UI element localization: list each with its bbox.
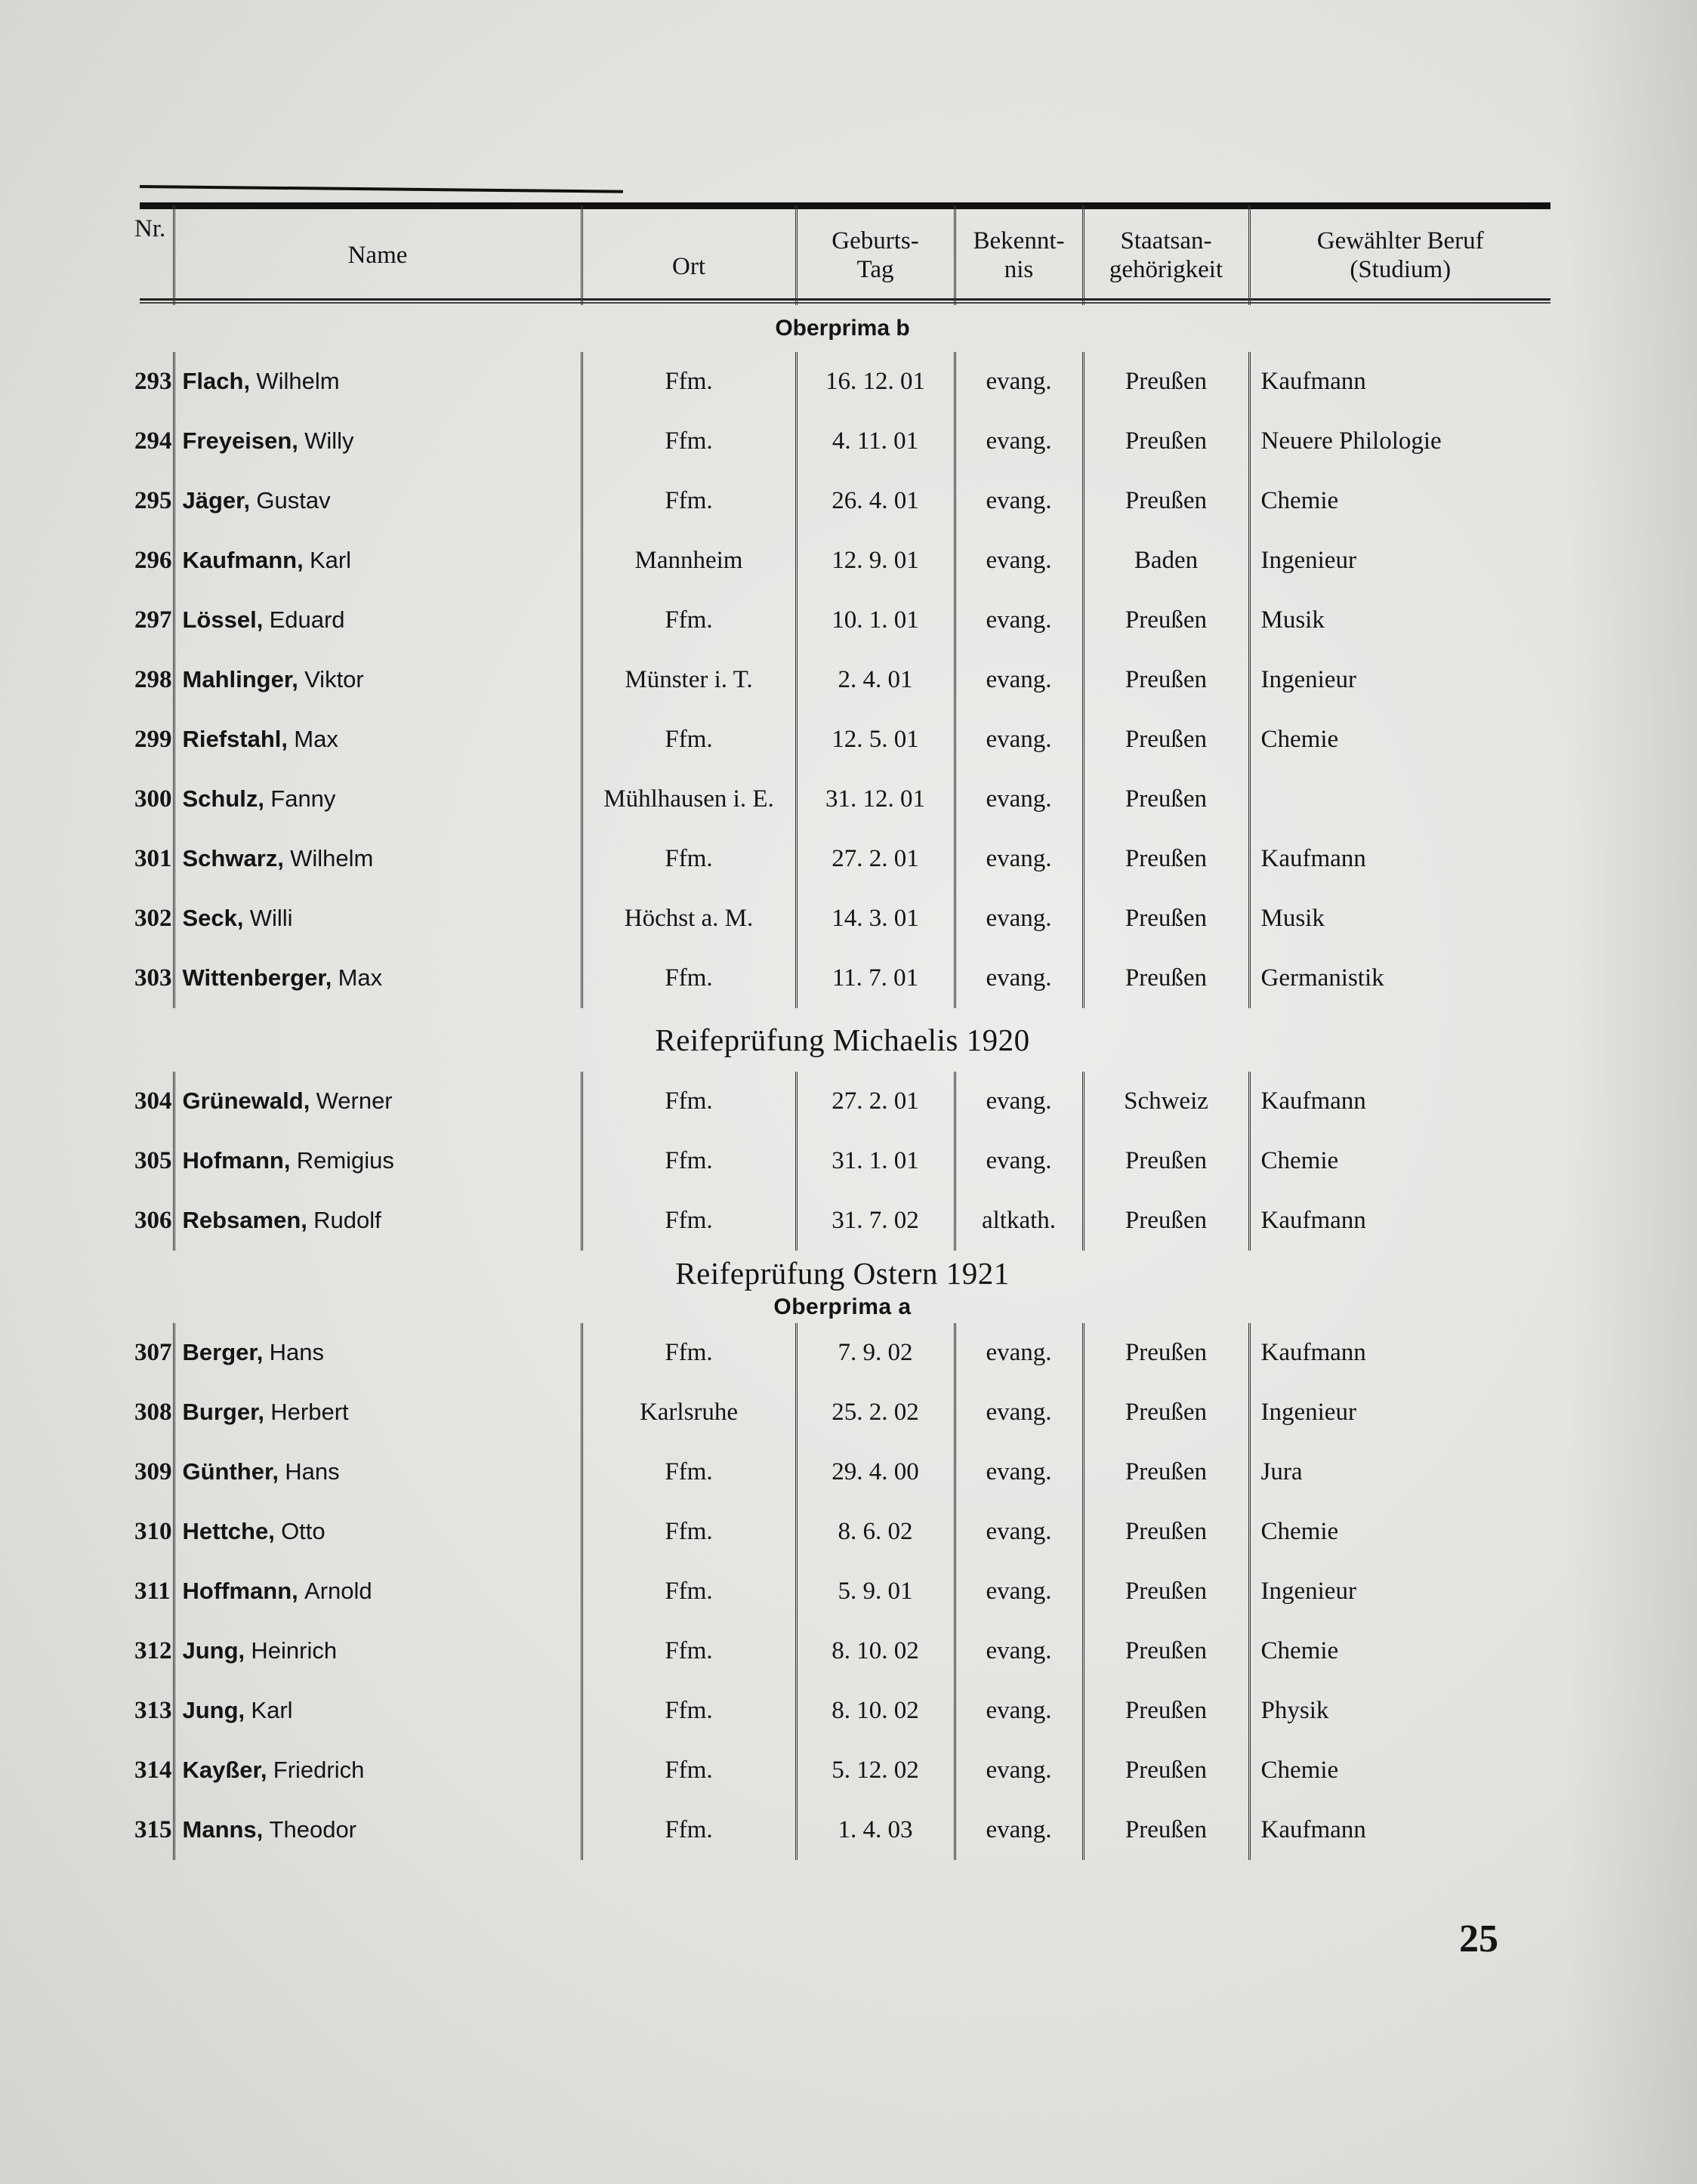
cell-bekenntnis: evang.: [955, 1383, 1083, 1442]
cell-staat: Preußen: [1083, 1442, 1249, 1502]
cell-staat: Preußen: [1083, 949, 1249, 1008]
cell-given-name: Wilhelm: [256, 368, 340, 394]
cell-staat: Preußen: [1083, 829, 1249, 889]
cell-given-name: Otto: [281, 1518, 326, 1544]
table-row: [134, 1072, 1550, 1131]
cell-beruf: Chemie: [1249, 1621, 1550, 1681]
cell-nr: 301: [134, 845, 172, 872]
cell-nr: 297: [134, 606, 172, 634]
cell-beruf: Neuere Philologie: [1249, 412, 1550, 471]
cell-staat: Preußen: [1083, 412, 1249, 471]
cell-beruf: Ingenieur: [1249, 531, 1550, 591]
cell-ort: Ffm.: [582, 949, 796, 1008]
cell-beruf: Chemie: [1249, 471, 1550, 531]
cell-given-name: Wilhelm: [290, 845, 374, 871]
cell-geburtstag: 29. 4. 00: [796, 1442, 955, 1502]
cell-bekenntnis: evang.: [955, 1131, 1083, 1191]
section-heading-oberprima-a: Oberprima a: [773, 1294, 912, 1319]
table-row: [134, 770, 1550, 829]
page-number: 25: [1459, 1917, 1498, 1960]
cell-nr: 309: [134, 1458, 172, 1485]
table-row: [134, 949, 1550, 1008]
cell-geburtstag: 5. 12. 02: [796, 1741, 955, 1800]
cell-staat: Preußen: [1083, 1131, 1249, 1191]
cell-ort: Ffm.: [582, 1323, 796, 1383]
cell-name: [174, 889, 582, 949]
cell-geburtstag: 12. 5. 01: [796, 710, 955, 770]
cell-name: [174, 1741, 582, 1800]
cell-ort: Ffm.: [582, 471, 796, 531]
cell-ort: Höchst a. M.: [582, 889, 796, 949]
cell-bekenntnis: evang.: [955, 1442, 1083, 1502]
cell-beruf: Musik: [1249, 591, 1550, 650]
cell-geburtstag: 11. 7. 01: [796, 949, 955, 1008]
cell-name: [174, 591, 582, 650]
cell-staat: Preußen: [1083, 591, 1249, 650]
cell-ort: Münster i. T.: [582, 650, 796, 710]
cell-ort: Karlsruhe: [582, 1383, 796, 1442]
cell-surname: Mahlinger,: [182, 666, 298, 693]
cell-beruf: Kaufmann: [1249, 1323, 1550, 1383]
column-header-nr: Nr.: [134, 215, 166, 242]
cell-bekenntnis: evang.: [955, 650, 1083, 710]
section-row: [134, 1291, 1550, 1323]
table-row: [134, 889, 1550, 949]
cell-given-name: Willi: [249, 905, 293, 931]
cell-given-name: Karl: [309, 547, 352, 573]
table-row: [134, 710, 1550, 770]
cell-given-name: Theodor: [269, 1816, 357, 1843]
cell-bekenntnis: evang.: [955, 1562, 1083, 1621]
table-row: [134, 591, 1550, 650]
cell-bekenntnis: evang.: [955, 889, 1083, 949]
cell-surname: Jung,: [182, 1637, 245, 1664]
cell-given-name: Karl: [251, 1697, 293, 1723]
column-header-name: [174, 205, 582, 305]
cell-beruf: Chemie: [1249, 710, 1550, 770]
cell-beruf: Kaufmann: [1249, 1191, 1550, 1251]
cell-bekenntnis: evang.: [955, 829, 1083, 889]
table-row: [134, 352, 1550, 412]
cell-ort: Ffm.: [582, 1442, 796, 1502]
cell-given-name: Remigius: [296, 1147, 394, 1174]
cell-beruf: Kaufmann: [1249, 829, 1550, 889]
cell-staat: Baden: [1083, 531, 1249, 591]
cell-name: [174, 949, 582, 1008]
column-header-tag: Tag: [856, 256, 894, 283]
cell-nr: 303: [134, 964, 172, 992]
cell-given-name: Werner: [316, 1087, 393, 1114]
table-row: [134, 1562, 1550, 1621]
cell-surname: Flach,: [182, 368, 251, 394]
cell-nr: 304: [134, 1087, 172, 1115]
cell-bekenntnis: evang.: [955, 949, 1083, 1008]
cell-surname: Jäger,: [182, 487, 251, 514]
table-row: [134, 1383, 1550, 1442]
cell-geburtstag: 31. 1. 01: [796, 1131, 955, 1191]
cell-bekenntnis: evang.: [955, 1800, 1083, 1860]
column-header-geburtstag: [796, 205, 955, 305]
cell-name: [174, 531, 582, 591]
table-row: [134, 1681, 1550, 1741]
column-header-staatsan: Staatsan-: [1120, 227, 1212, 254]
cell-ort: Ffm.: [582, 1562, 796, 1621]
column-header-bekennt: Bekennt-: [973, 227, 1065, 254]
cell-geburtstag: 7. 9. 02: [796, 1323, 955, 1383]
table-row: [134, 412, 1550, 471]
cell-nr: 300: [134, 785, 172, 813]
cell-beruf: Jura: [1249, 1442, 1550, 1502]
cell-surname: Hofmann,: [182, 1147, 291, 1174]
table-row: [134, 471, 1550, 531]
cell-name: [174, 650, 582, 710]
cell-name: [174, 1383, 582, 1442]
cell-name: [174, 770, 582, 829]
cell-staat: Preußen: [1083, 650, 1249, 710]
cell-staat: Preußen: [1083, 352, 1249, 412]
cell-staat: Schweiz: [1083, 1072, 1249, 1131]
table-row: [134, 1323, 1550, 1383]
column-header-nis: nis: [1004, 256, 1034, 283]
cell-geburtstag: 31. 12. 01: [796, 770, 955, 829]
table-row: [134, 1191, 1550, 1251]
cell-given-name: Hans: [269, 1339, 324, 1365]
cell-surname: Günther,: [182, 1458, 279, 1485]
cell-surname: Grünewald,: [182, 1087, 310, 1114]
cell-staat: Preußen: [1083, 1191, 1249, 1251]
cell-name: [174, 710, 582, 770]
column-header-gehoerigkeit: gehörigkeit: [1109, 256, 1223, 283]
cell-geburtstag: 2. 4. 01: [796, 650, 955, 710]
table-row: [134, 829, 1550, 889]
cell-nr: 296: [134, 547, 172, 574]
table-row: [134, 1621, 1550, 1681]
cell-given-name: Gustav: [256, 487, 331, 514]
cell-geburtstag: 27. 2. 01: [796, 829, 955, 889]
cell-surname: Manns,: [182, 1816, 264, 1843]
column-header-name-label: Name: [347, 242, 408, 269]
cell-geburtstag: 25. 2. 02: [796, 1383, 955, 1442]
table-row: [134, 1502, 1550, 1562]
roster-table: [134, 205, 1550, 1860]
cell-bekenntnis: evang.: [955, 1323, 1083, 1383]
cell-given-name: Herbert: [270, 1399, 349, 1425]
cell-given-name: Eduard: [269, 606, 345, 633]
cell-name: [174, 352, 582, 412]
cell-beruf: [1249, 770, 1550, 829]
cell-surname: Burger,: [182, 1399, 265, 1425]
cell-geburtstag: 14. 3. 01: [796, 889, 955, 949]
cell-name: [174, 1681, 582, 1741]
cell-ort: Ffm.: [582, 1191, 796, 1251]
cell-ort: Ffm.: [582, 829, 796, 889]
cell-given-name: Fanny: [270, 785, 336, 812]
table-row: [134, 1741, 1550, 1800]
cell-beruf: Kaufmann: [1249, 1800, 1550, 1860]
column-header-ort-label: Ort: [672, 253, 705, 280]
cell-nr: 307: [134, 1339, 172, 1366]
cell-given-name: Friedrich: [273, 1757, 365, 1783]
cell-name: [174, 1562, 582, 1621]
cell-name: [174, 1621, 582, 1681]
cell-name: [174, 1502, 582, 1562]
cell-nr: 298: [134, 666, 172, 693]
cell-name: [174, 1323, 582, 1383]
cell-name: [174, 1191, 582, 1251]
cell-beruf: Ingenieur: [1249, 1562, 1550, 1621]
cell-given-name: Hans: [285, 1458, 340, 1485]
cell-bekenntnis: evang.: [955, 1621, 1083, 1681]
cell-nr: 314: [134, 1757, 172, 1784]
cell-surname: Kayßer,: [182, 1757, 267, 1783]
table-row: [134, 1442, 1550, 1502]
cell-ort: Ffm.: [582, 1621, 796, 1681]
cell-ort: Ffm.: [582, 1741, 796, 1800]
cell-geburtstag: 1. 4. 03: [796, 1800, 955, 1860]
cell-name: [174, 829, 582, 889]
cell-ort: Ffm.: [582, 412, 796, 471]
cell-ort: Ffm.: [582, 1072, 796, 1131]
section-heading-michaelis-1920: Reifeprüfung Michaelis 1920: [655, 1023, 1030, 1057]
section-row: [134, 1008, 1550, 1072]
cell-geburtstag: 8. 10. 02: [796, 1681, 955, 1741]
cell-nr: 306: [134, 1207, 172, 1234]
cell-beruf: Chemie: [1249, 1502, 1550, 1562]
cell-bekenntnis: evang.: [955, 710, 1083, 770]
cell-geburtstag: 27. 2. 01: [796, 1072, 955, 1131]
cell-bekenntnis: evang.: [955, 1072, 1083, 1131]
cell-ort: Ffm.: [582, 1800, 796, 1860]
table-row: [134, 1131, 1550, 1191]
cell-bekenntnis: altkath.: [955, 1191, 1083, 1251]
cell-geburtstag: 26. 4. 01: [796, 471, 955, 531]
cell-geburtstag: 8. 6. 02: [796, 1502, 955, 1562]
table-row: [134, 650, 1550, 710]
cell-nr: 302: [134, 905, 172, 932]
cell-name: [174, 412, 582, 471]
cell-bekenntnis: evang.: [955, 471, 1083, 531]
cell-staat: Preußen: [1083, 1800, 1249, 1860]
column-header-bekenntnis: [955, 205, 1083, 305]
column-header-studium: (Studium): [1350, 256, 1452, 283]
cell-beruf: Chemie: [1249, 1741, 1550, 1800]
cell-given-name: Arnold: [304, 1578, 372, 1604]
cell-geburtstag: 4. 11. 01: [796, 412, 955, 471]
page-edge-shadow: [1569, 0, 1697, 2184]
cell-given-name: Rudolf: [313, 1207, 381, 1233]
cell-geburtstag: 5. 9. 01: [796, 1562, 955, 1621]
cell-geburtstag: 8. 10. 02: [796, 1621, 955, 1681]
cell-geburtstag: 31. 7. 02: [796, 1191, 955, 1251]
section-heading-ostern-1921: Reifeprüfung Ostern 1921: [675, 1256, 1010, 1291]
cell-beruf: Ingenieur: [1249, 650, 1550, 710]
section-row: [134, 305, 1550, 352]
cell-given-name: Viktor: [304, 666, 364, 693]
cell-nr: 313: [134, 1697, 172, 1724]
cell-staat: Preußen: [1083, 1383, 1249, 1442]
cell-surname: Hettche,: [182, 1518, 275, 1544]
cell-nr: 311: [134, 1578, 171, 1605]
top-rule-left: [140, 185, 623, 193]
cell-surname: Rebsamen,: [182, 1207, 307, 1233]
cell-geburtstag: 10. 1. 01: [796, 591, 955, 650]
cell-nr: 315: [134, 1816, 172, 1843]
cell-name: [174, 1800, 582, 1860]
column-header-geburts: Geburts-: [832, 227, 919, 254]
cell-staat: Preußen: [1083, 471, 1249, 531]
cell-ort: Ffm.: [582, 1131, 796, 1191]
cell-nr: 293: [134, 368, 172, 395]
table-row: [134, 531, 1550, 591]
cell-bekenntnis: evang.: [955, 352, 1083, 412]
cell-staat: Preußen: [1083, 1502, 1249, 1562]
cell-surname: Schulz,: [182, 785, 265, 812]
section-row: [134, 1251, 1550, 1291]
cell-beruf: Ingenieur: [1249, 1383, 1550, 1442]
cell-nr: 308: [134, 1399, 172, 1426]
cell-beruf: Kaufmann: [1249, 1072, 1550, 1131]
cell-bekenntnis: evang.: [955, 412, 1083, 471]
cell-bekenntnis: evang.: [955, 770, 1083, 829]
cell-surname: Berger,: [182, 1339, 264, 1365]
table-row: [134, 1800, 1550, 1860]
cell-beruf: Germanistik: [1249, 949, 1550, 1008]
column-header-ort: [582, 205, 796, 305]
cell-given-name: Willy: [304, 427, 354, 454]
roster-body: [134, 305, 1550, 1860]
cell-nr: 305: [134, 1147, 172, 1174]
cell-surname: Hoffmann,: [182, 1578, 298, 1604]
cell-staat: Preußen: [1083, 710, 1249, 770]
cell-ort: Ffm.: [582, 352, 796, 412]
cell-staat: Preußen: [1083, 1323, 1249, 1383]
cell-surname: Seck,: [182, 905, 244, 931]
cell-name: [174, 1072, 582, 1131]
cell-surname: Freyeisen,: [182, 427, 298, 454]
cell-staat: Preußen: [1083, 1741, 1249, 1800]
table-header-row: [134, 205, 1550, 305]
cell-given-name: Max: [338, 964, 383, 991]
cell-beruf: Chemie: [1249, 1131, 1550, 1191]
cell-ort: Ffm.: [582, 710, 796, 770]
cell-nr: 295: [134, 487, 172, 514]
cell-nr: 312: [134, 1637, 172, 1664]
cell-staat: Preußen: [1083, 1562, 1249, 1621]
cell-beruf: Musik: [1249, 889, 1550, 949]
cell-given-name: Heinrich: [251, 1637, 338, 1664]
cell-beruf: Kaufmann: [1249, 352, 1550, 412]
column-header-staat: [1083, 205, 1249, 305]
column-header-beruf-label: Gewählter Beruf: [1316, 227, 1484, 254]
cell-nr: 299: [134, 726, 172, 753]
cell-bekenntnis: evang.: [955, 1681, 1083, 1741]
cell-staat: Preußen: [1083, 889, 1249, 949]
cell-nr: 310: [134, 1518, 172, 1545]
cell-ort: Mühlhausen i. E.: [582, 770, 796, 829]
cell-beruf: Physik: [1249, 1681, 1550, 1741]
cell-ort: Ffm.: [582, 1681, 796, 1741]
cell-surname: Schwarz,: [182, 845, 284, 871]
cell-bekenntnis: evang.: [955, 591, 1083, 650]
cell-staat: Preußen: [1083, 1621, 1249, 1681]
cell-surname: Kaufmann,: [182, 547, 304, 573]
cell-name: [174, 1131, 582, 1191]
column-header-beruf: [1249, 205, 1550, 305]
cell-staat: Preußen: [1083, 770, 1249, 829]
cell-name: [174, 1442, 582, 1502]
cell-surname: Riefstahl,: [182, 726, 288, 752]
cell-ort: Ffm.: [582, 1502, 796, 1562]
cell-nr: 294: [134, 427, 172, 455]
section-heading-oberprima-b: Oberprima b: [775, 316, 910, 341]
cell-surname: Wittenberger,: [182, 964, 332, 991]
cell-geburtstag: 16. 12. 01: [796, 352, 955, 412]
cell-geburtstag: 12. 9. 01: [796, 531, 955, 591]
cell-surname: Jung,: [182, 1697, 245, 1723]
cell-ort: Ffm.: [582, 591, 796, 650]
cell-ort: Mannheim: [582, 531, 796, 591]
cell-name: [174, 471, 582, 531]
cell-surname: Lössel,: [182, 606, 264, 633]
cell-staat: Preußen: [1083, 1681, 1249, 1741]
cell-given-name: Max: [294, 726, 338, 752]
cell-bekenntnis: evang.: [955, 1741, 1083, 1800]
cell-bekenntnis: evang.: [955, 1502, 1083, 1562]
cell-bekenntnis: evang.: [955, 531, 1083, 591]
